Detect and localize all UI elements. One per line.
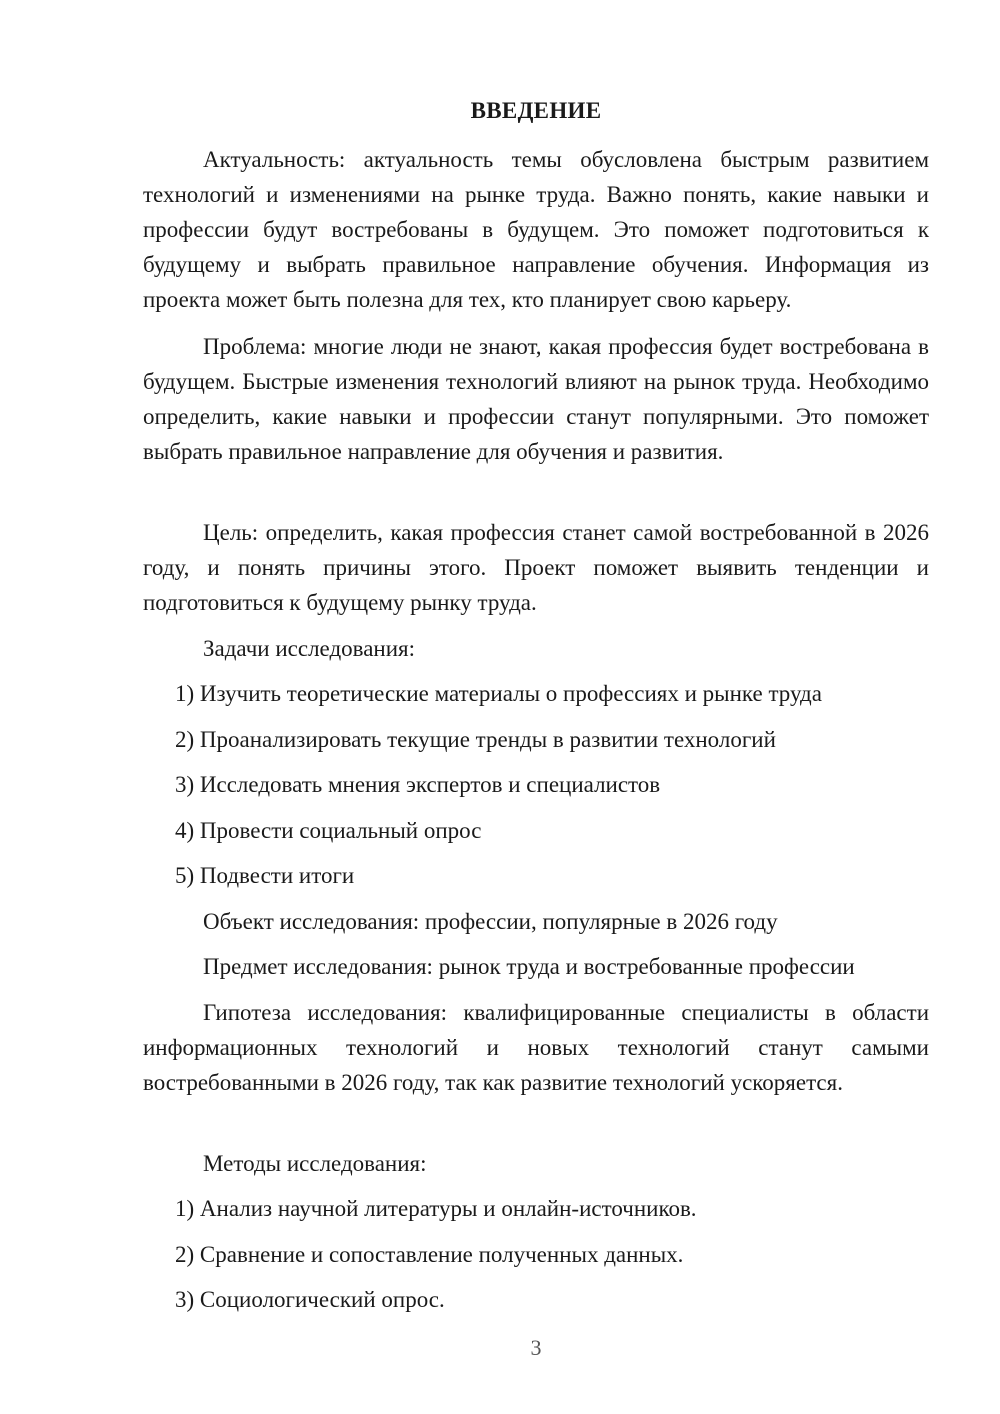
method-item: 2) Сравнение и сопоставление полученных данных.	[175, 1242, 684, 1267]
method-item: 3) Социологический опрос.	[175, 1287, 445, 1312]
section-heading: ВВЕДЕНИЕ	[470, 98, 602, 123]
task-item: 1) Изучить теоретические материалы о профессиях и рынке труда	[175, 681, 822, 706]
research-object: Объект исследования: профессии, популярные в 2026 году	[203, 909, 778, 934]
task-item: 4) Провести социальный опрос	[175, 818, 482, 843]
task-item: 3) Исследовать мнения экспертов и специалистов	[175, 772, 661, 797]
hypothesis-paragraph: Гипотеза исследования: квалифицированные специалисты в области информационных технологий и новых технологий станут самыми востребованными в 2026 году, так как развитие технологий ускоряется.	[143, 1000, 929, 1095]
tasks-heading: Задачи исследования:	[203, 636, 416, 661]
task-item: 2) Проанализировать текущие тренды в развитии технологий	[175, 727, 776, 752]
research-subject: Предмет исследования: рынок труда и востребованные профессии	[203, 954, 855, 979]
problem-paragraph: Проблема: многие люди не знают, какая профессия будет востребована в будущем. Быстрые изменения технологий влияют на рынок труда. Необходимо определить, какие навыки и профессии станут популярными. Это поможет выбрать правильное направление для обучения и развития.	[143, 334, 929, 464]
method-item: 1) Анализ научной литературы и онлайн-источников.	[175, 1196, 697, 1221]
goal-paragraph: Цель: определить, какая профессия станет самой востребованной в 2026 году, и понять причины этого. Проект поможет выявить тенденции и подготовиться к будущему рынку труда.	[143, 520, 929, 615]
page-number: 3	[530, 1335, 542, 1360]
task-item: 5) Подвести итоги	[175, 863, 355, 888]
relevance-paragraph: Актуальность: актуальность темы обусловлена быстрым развитием технологий и изменениями на рынке труда. Важно понять, какие навыки и профессии будут востребованы в будущем. Это поможет подготовиться к будущему и выбрать правильное направление обучения. Информация из проекта может быть полезна для тех, кто планирует свою карьеру.	[143, 147, 929, 312]
methods-heading: Методы исследования:	[203, 1151, 427, 1176]
